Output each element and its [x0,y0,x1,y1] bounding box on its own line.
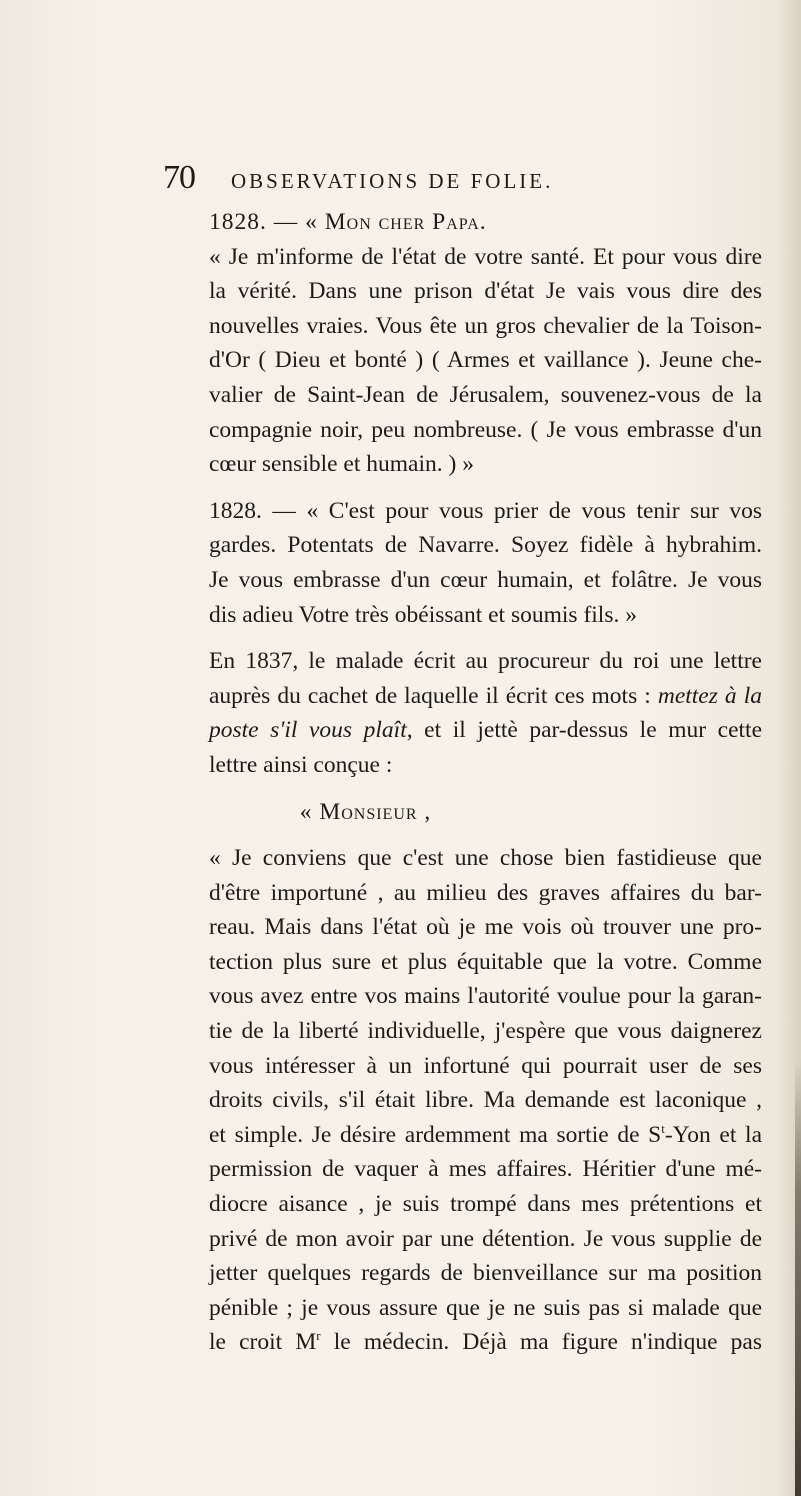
text-line: « Je conviens que c'est une chose bien fastidieuse que [209,845,762,872]
text-line: tie de la liberté individuelle, j'espère que vous daignerez [209,1018,762,1045]
text-line: vous intéresser à un infortuné qui pourrait user de ses [209,1052,762,1079]
page-edge-shadow [795,1060,801,1496]
letter-heading: 1828. — « Mon cher Papa. [209,209,487,235]
running-head: OBSERVATIONS DE FOLIE. [231,169,554,193]
text-line: d'être importuné , au milieu des graves affaires du bar- [209,879,762,906]
text-line: diocre aisance , je suis trompé dans mes prétentions et [209,1191,762,1218]
text-line: la vérité. Dans une prison d'état Je vais vous dire des [209,278,762,305]
text-line: valier de Saint-Jean de Jérusalem, souvenez-vous de la [209,381,762,408]
text-line: tection plus sure et plus équitable que la votre. Comme [209,948,762,975]
text-line [209,713,762,748]
text-line: droits civils, s'il était libre. Ma demande est laconique , [209,1087,762,1114]
text-line: Je vous embrasse d'un cœur humain, et folâtre. Je vous [209,566,762,593]
salutation: « Monsieur , [299,798,432,825]
text-fragment: et simple. Je désire ardemment ma sortie de S [209,1121,662,1148]
text-line: reau. Mais dans l'état où je me vois où trouver une pro- [209,914,762,941]
text-line: vous avez entre vos mains l'autorité voulue pour la garan- [209,983,762,1010]
text-line: permission de vaquer à mes affaires. Héritier d'une mé- [209,1156,762,1183]
page-number: 70 [163,159,195,196]
superscript: r [316,1328,321,1344]
text-fragment: le croit M [209,1329,317,1356]
paragraph-gap [209,783,762,795]
text-fragment: auprès du cachet de laquelle il écrit ces mots : [209,682,651,709]
text-fragment: le médecin. Déjà ma figure n'indique pas [320,1329,762,1356]
letter-paragraph-3 [209,841,762,1360]
text-line: jetter quelques regards de bienveillance sur ma position [209,1260,762,1287]
italic-fragment: poste s'il vous plaît [209,717,407,744]
text-fragment: -Yon et la [664,1121,762,1148]
text-line: dis adieu Votre très obéissant et soumis fils. » [209,601,637,628]
letter-paragraph-2 [209,494,762,632]
italic-fragment: mettez à la [657,682,762,709]
text-line: « Je m'informe de l'état de votre santé. Et pour vous dire [209,243,762,270]
text-line: d'Or ( Dieu et bonté ) ( Armes et vaillance ). Jeune che- [209,347,762,374]
text-fragment: , et il jettè par-dessus le mur cette [406,717,763,744]
paragraph-gap [209,482,762,494]
text-line [209,679,762,714]
text-line: compagnie noir, peu nombreuse. ( Je vous embrasse d'un [209,416,762,443]
text-line [209,1118,762,1153]
text-line: lettre ainsi conçue : [209,751,393,778]
text-line: privé de mon avoir par une détention. Je vous supplie de [209,1225,762,1252]
text-line: pénible ; je vous assure que je ne suis pas si malade que [209,1294,762,1321]
text-line: nouvelles vraies. Vous ête un gros chevalier de la Toison- [209,312,762,339]
text-line: En 1837, le malade écrit au procureur du roi une lettre [209,648,762,675]
text-line [209,1325,762,1360]
body-text [209,205,762,1360]
superscript: t [661,1120,665,1136]
paragraph-gap [209,829,762,841]
page-header [163,158,733,198]
text-line: gardes. Potentats de Navarre. Soyez fidèle à hybrahim. [209,532,762,559]
narration-paragraph [209,644,762,782]
text-line: 1828. — « C'est pour vous prier de vous tenir sur vos [209,497,762,524]
paragraph-gap [209,632,762,644]
text-line: cœur sensible et humain. ) » [209,451,474,478]
letter-paragraph-1 [209,240,762,482]
